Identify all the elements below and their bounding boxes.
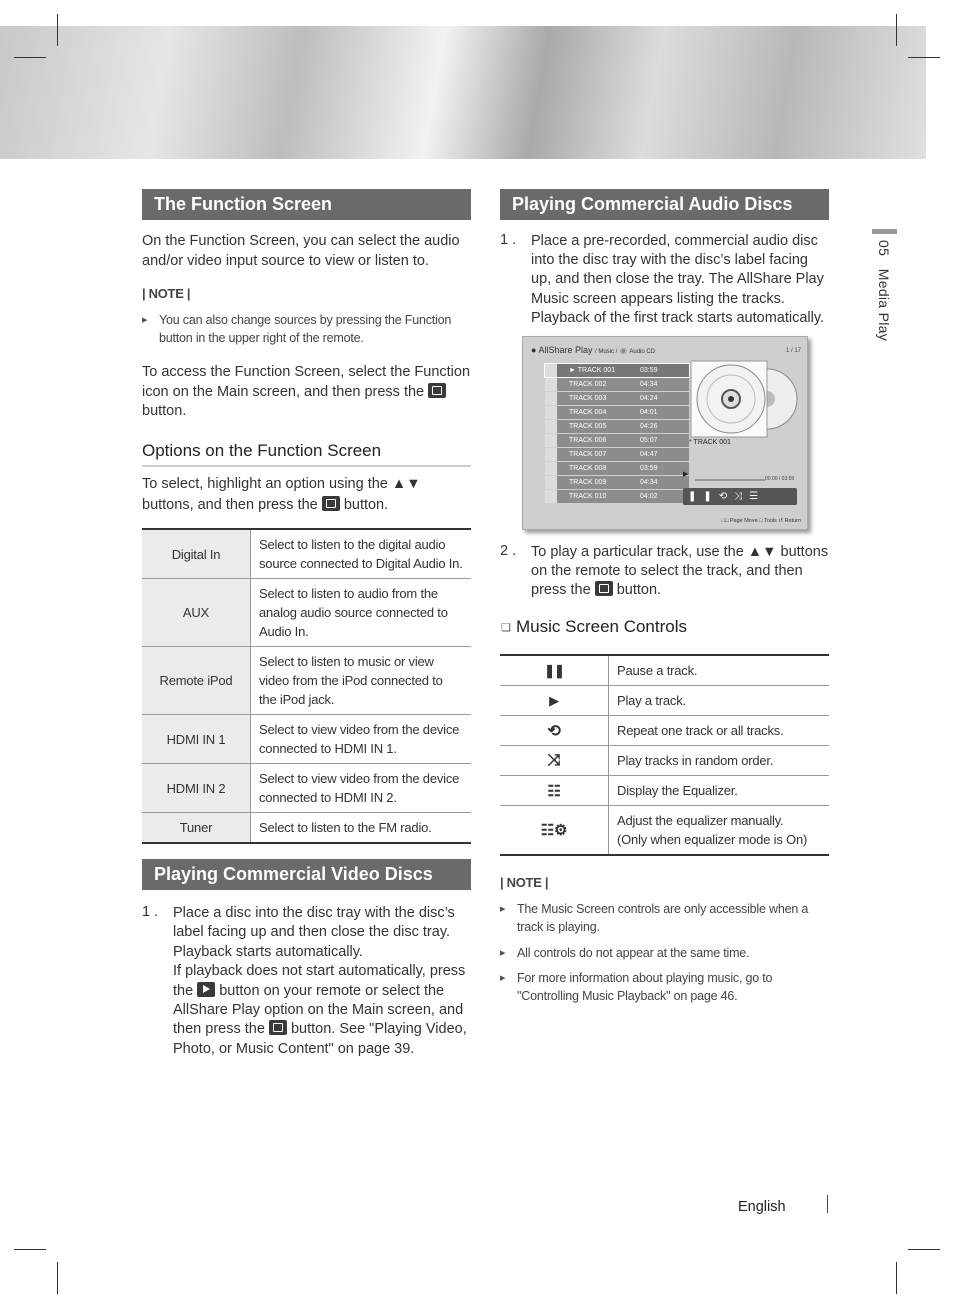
track-time: 04:34 — [640, 381, 658, 388]
check-icon — [545, 420, 557, 433]
control-desc — [609, 806, 830, 856]
chapter-number: 05 — [876, 240, 892, 257]
music-controls-heading: Music Screen Controls — [516, 617, 688, 636]
check-icon — [545, 392, 557, 405]
options-heading: Options on the Function Screen — [142, 441, 382, 460]
equalizer-manual-icon: ☷⚙ — [500, 806, 609, 856]
now-playing: * TRACK 001 — [689, 439, 731, 446]
footer-tools: Tools — [763, 518, 777, 524]
track-time: 04:47 — [640, 451, 658, 458]
track-name: ► TRACK 001 — [569, 367, 616, 374]
list-item[interactable] — [545, 490, 689, 503]
list-item[interactable] — [545, 448, 689, 461]
table-row — [142, 529, 471, 579]
check-icon — [545, 448, 557, 461]
check-icon — [545, 364, 557, 377]
equalizer-icon: ☷ — [500, 776, 609, 806]
note-item: ▸ You can also change sources by pressing the Function button in the upper right of the remote. — [159, 311, 475, 347]
equalizer-icon[interactable]: ☰ — [749, 491, 766, 502]
access-text: To access the Function Screen, select the Function icon on the Main screen, and then press the — [142, 364, 471, 400]
progress-bar[interactable] — [695, 479, 765, 481]
control-bar — [683, 488, 797, 505]
subhead-rule — [142, 465, 471, 467]
audio-step-2-text: To play a particular track, use the ▲▼ buttons on the remote to select the track, and then press the — [531, 544, 829, 599]
footer-language: English — [738, 1199, 786, 1215]
track-time: 05:07 — [640, 437, 658, 444]
table-row — [142, 579, 471, 647]
video-step-text-c: button on your remote or select the AllShare Play option on the Main screen, and then press the — [173, 982, 464, 1038]
chapter-label — [876, 240, 892, 341]
list-item[interactable] — [545, 364, 689, 377]
table-row — [500, 776, 829, 806]
track-name: TRACK 004 — [569, 409, 607, 416]
crop-mark — [57, 1262, 58, 1294]
play-icon: ▶ — [500, 686, 609, 716]
track-time: 04:02 — [640, 493, 658, 500]
check-icon — [545, 406, 557, 419]
list-item[interactable] — [545, 392, 689, 405]
option-desc: Select to view video from the device connected to HDMI IN 2. — [251, 764, 472, 813]
step-number: 1 . — [142, 904, 159, 920]
list-item[interactable] — [545, 476, 689, 489]
option-desc: Select to view video from the device connected to HDMI IN 1. — [251, 715, 472, 764]
video-step-text: Place a disc into the disc tray with the disc’s label facing up and then close the disc tray. Playback starts automatically. — [173, 905, 455, 960]
video-step-text-d: button. See "Playing Video, Photo, or Music Content" on page 39. — [173, 1021, 467, 1057]
return-icon: ↺ — [778, 518, 783, 524]
enter-icon — [428, 383, 446, 398]
screen-page: 1 / 17 — [785, 348, 801, 354]
crop-mark — [14, 57, 46, 58]
list-item[interactable] — [545, 434, 689, 447]
checkbox-bullet-icon: ❏ — [501, 622, 511, 634]
track-name: TRACK 009 — [569, 479, 607, 486]
step-number: 2 . — [500, 543, 517, 559]
track-time: 04:26 — [640, 423, 658, 430]
screen-app-name: AllShare Play — [538, 345, 593, 355]
enter-icon — [595, 581, 613, 596]
control-desc: Display the Equalizer. — [609, 776, 830, 806]
table-row — [142, 715, 471, 764]
check-icon — [545, 476, 557, 489]
control-desc: Repeat one track or all tracks. — [609, 716, 830, 746]
option-name: Remote iPod — [142, 647, 251, 715]
list-item[interactable] — [545, 406, 689, 419]
pause-icon: ❚❚ — [500, 655, 609, 686]
screen-source: Audio CD — [629, 349, 656, 355]
control-desc: Play tracks in random order. — [609, 746, 830, 776]
track-time: 04:01 — [640, 409, 658, 416]
crop-mark — [908, 1249, 940, 1250]
time-readout: 00:00 / 03:59 — [765, 476, 795, 482]
screen-title — [531, 345, 655, 355]
track-time: 04:34 — [640, 479, 658, 486]
shuffle-icon: ⤨ — [500, 746, 609, 776]
option-name: Digital In — [142, 529, 251, 579]
track-name: TRACK 003 — [569, 395, 607, 402]
footer-divider — [827, 1195, 828, 1213]
option-name: HDMI IN 2 — [142, 764, 251, 813]
video-discs-heading: Playing Commercial Video Discs — [142, 859, 471, 890]
list-item[interactable] — [545, 378, 689, 391]
option-desc: Select to listen to music or view video from the iPod connected to the iPod jack. — [251, 647, 472, 715]
crop-mark — [57, 14, 58, 46]
play-button-icon — [197, 982, 215, 997]
function-screen-intro: On the Function Screen, you can select the audio and/or video input source to view or listen to. — [142, 233, 460, 269]
allshare-music-screenshot — [522, 336, 808, 530]
track-name: TRACK 007 — [569, 451, 607, 458]
screen-path: / Music / — [595, 349, 618, 355]
control-desc: Play a track. — [609, 686, 830, 716]
music-controls-table — [500, 654, 829, 856]
list-item[interactable] — [545, 462, 689, 475]
control-desc: Pause a track. — [609, 655, 830, 686]
crop-mark — [14, 1249, 46, 1250]
table-row — [500, 746, 829, 776]
shuffle-icon[interactable]: ⤨ — [734, 491, 750, 502]
control-desc-line2: (Only when equalizer mode is On) — [617, 832, 808, 847]
track-name: TRACK 008 — [569, 465, 607, 472]
note-item: ▸ For more information about playing music, go to "Controlling Music Playback" on page 46. — [517, 969, 829, 1005]
crop-mark — [896, 14, 897, 46]
note-item: ▸ All controls do not appear at the same time. — [517, 944, 829, 962]
footer-return: Return — [784, 518, 801, 524]
table-row — [500, 716, 829, 746]
access-text-end: button. — [142, 403, 187, 419]
track-name-text: TRACK 001 — [577, 367, 616, 374]
check-icon — [545, 434, 557, 447]
track-time: 03:59 — [640, 465, 658, 472]
video-step-text-b: If playback does not start automatically, press the — [173, 963, 466, 999]
table-row — [500, 686, 829, 716]
track-name: TRACK 006 — [569, 437, 607, 444]
list-item[interactable] — [545, 420, 689, 433]
footer-page-move: Page Move — [729, 518, 758, 524]
repeat-icon[interactable]: ⟲ — [718, 491, 735, 502]
option-desc: Select to listen to audio from the analog audio source connected to Audio In. — [251, 579, 472, 647]
note-item: ▸ The Music Screen controls are only accessible when a track is playing. — [517, 900, 829, 936]
enter-icon — [269, 1020, 287, 1035]
screen-footer — [722, 518, 801, 524]
note-label: | NOTE | — [500, 875, 549, 890]
audio-step-1: Place a pre-recorded, commercial audio disc into the disc tray with the disc’s label facing up, and then close the tray. The AllShare Play Music screen appears listing the tracks. Playback of the first track starts automatically. — [531, 233, 825, 326]
video-step-1 — [173, 904, 473, 1059]
audio-step-2 — [531, 543, 831, 601]
audio-discs-heading: Playing Commercial Audio Discs — [500, 189, 829, 220]
options-intro-end: button. — [343, 497, 389, 513]
option-name: Tuner — [142, 813, 251, 844]
function-screen-access — [142, 363, 471, 422]
chapter-tab — [872, 229, 897, 234]
track-name: TRACK 002 — [569, 381, 607, 388]
option-name: AUX — [142, 579, 251, 647]
option-name: HDMI IN 1 — [142, 715, 251, 764]
header-banner — [0, 26, 926, 159]
note-label: | NOTE | — [142, 286, 191, 301]
crop-mark — [896, 1262, 897, 1294]
chapter-title: Media Play — [876, 268, 892, 342]
pause-icon[interactable]: ❚❚ — [688, 491, 719, 502]
option-desc: Select to listen to the FM radio. — [251, 813, 472, 844]
check-icon — [545, 490, 557, 503]
track-name: TRACK 010 — [569, 493, 607, 500]
table-row — [500, 806, 829, 856]
track-time: 03:59 — [640, 367, 658, 374]
control-desc-line1: Adjust the equalizer manually. — [617, 813, 784, 828]
check-icon — [545, 378, 557, 391]
table-row — [142, 764, 471, 813]
repeat-icon: ⟲ — [500, 716, 609, 746]
function-screen-heading: The Function Screen — [142, 189, 471, 220]
options-intro — [142, 474, 471, 516]
play-indicator-icon: ▶ — [683, 471, 689, 478]
track-list — [533, 364, 681, 506]
track-name: TRACK 005 — [569, 423, 607, 430]
step-number: 1 . — [500, 232, 517, 248]
table-row — [142, 813, 471, 844]
table-row — [142, 647, 471, 715]
options-table — [142, 528, 471, 844]
cd-icon: ◉ — [619, 346, 627, 355]
option-desc: Select to listen to the digital audio source connected to Digital Audio In. — [251, 529, 472, 579]
tools-icon: □ — [759, 518, 763, 524]
disc-art — [689, 359, 803, 439]
track-time: 04:24 — [640, 395, 658, 402]
audio-step-2-end: button. — [616, 582, 662, 599]
enter-icon — [322, 496, 340, 511]
check-icon — [545, 462, 557, 475]
table-row — [500, 655, 829, 686]
page-move-icon: □□ — [721, 518, 729, 524]
options-intro-text: To select, highlight an option using the ▲▼ buttons, and then press the — [142, 476, 421, 513]
allshare-icon: ● — [531, 345, 537, 355]
crop-mark — [908, 57, 940, 58]
